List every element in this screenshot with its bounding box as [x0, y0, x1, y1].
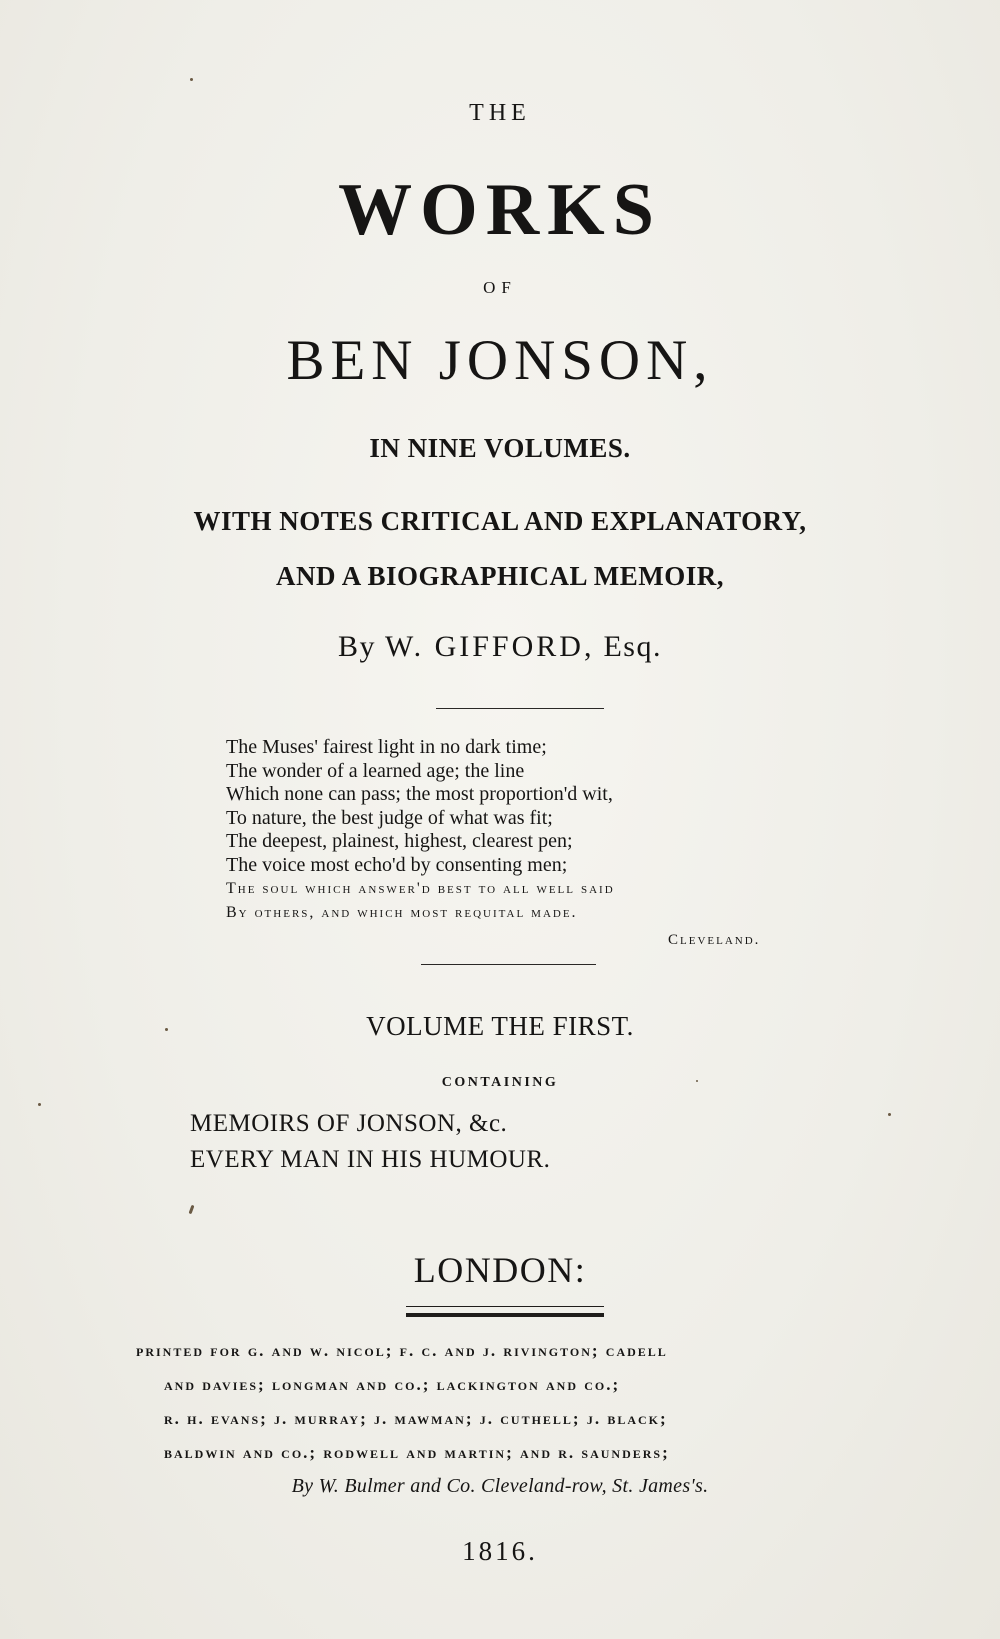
divider-rule-upper	[436, 708, 604, 709]
paper-speck	[165, 1028, 168, 1031]
verse-line: The soul which answer'd best to all well said	[226, 880, 615, 897]
title-of: OF	[483, 278, 517, 297]
editor-name: W. GIFFORD,	[385, 630, 595, 663]
editor-by-prefix: By	[338, 630, 377, 663]
paper-speck	[888, 1113, 891, 1116]
verse-line: Which none can pass; the most proportion'd wit,	[226, 783, 613, 805]
publication-year: 1816.	[462, 1536, 538, 1566]
verse-line: The voice most echo'd by consenting men;	[226, 853, 568, 876]
paper-speck	[38, 1103, 41, 1106]
volumes-count: IN NINE VOLUMES.	[369, 433, 631, 463]
epigraph-verse	[226, 736, 615, 924]
printers-line: and davies; longman and co.; lackington and co.;	[164, 1375, 621, 1394]
memoir-line: AND A BIOGRAPHICAL MEMOIR,	[275, 561, 725, 591]
printers-line: r. h. evans; j. murray; j. mawman; j. cuthell; j. black;	[164, 1409, 668, 1428]
verse-line: The Muses' fairest light in no dark time;	[226, 736, 547, 758]
verse-line: By others, and which most requital made.	[226, 903, 578, 921]
verse-line: To nature, the best judge of what was fit;	[226, 806, 553, 829]
title-author: BEN JONSON,	[286, 329, 714, 392]
verse-line: The deepest, plainest, highest, clearest pen;	[226, 830, 573, 852]
contents-item: MEMOIRS OF JONSON, &c.	[190, 1110, 508, 1137]
paper-speck	[189, 1205, 195, 1214]
printer-credit: By W. Bulmer and Co. Cleveland-row, St. James's.	[291, 1475, 709, 1497]
verse-line: The wonder of a learned age; the line	[226, 759, 525, 782]
imprint-double-rule	[406, 1306, 604, 1317]
paper-speck	[190, 78, 193, 81]
volume-heading: VOLUME THE FIRST.	[366, 1011, 634, 1041]
imprint-city: LONDON:	[413, 1250, 587, 1290]
notes-line: WITH NOTES CRITICAL AND EXPLANATORY,	[193, 506, 807, 536]
printers-line: printed for g. and w. nicol; f. c. and j. rivington; cadell	[136, 1341, 668, 1360]
editor-suffix: Esq.	[603, 630, 662, 663]
contents-item: EVERY MAN IN HIS HUMOUR.	[190, 1146, 551, 1173]
title-the: THE	[469, 100, 531, 126]
printers-list	[136, 1334, 670, 1470]
paper-speck	[696, 1080, 698, 1082]
containing-label: CONTAINING	[441, 1075, 559, 1090]
title-works: WORKS	[338, 169, 662, 251]
volume-contents	[190, 1106, 550, 1178]
editor-credit	[0, 630, 1000, 664]
printers-line: baldwin and co.; rodwell and martin; and r. saunders;	[164, 1443, 670, 1462]
divider-rule-lower	[421, 964, 596, 965]
verse-attribution: Cleveland.	[668, 932, 761, 948]
